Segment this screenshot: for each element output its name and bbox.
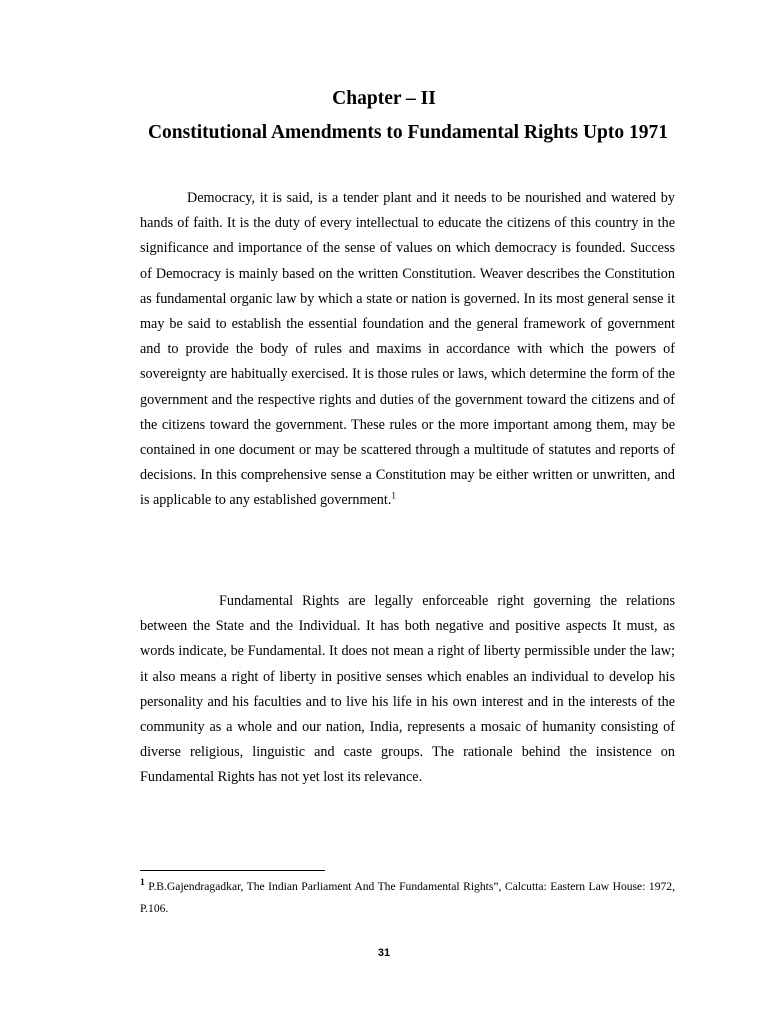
footnote-mark: 1 bbox=[140, 878, 145, 889]
footnote-text: P.B.Gajendragadkar, The Indian Parliament And The Fundamental Rights”, Calcutta: Eastern Law House: 1972, P.106. bbox=[140, 880, 675, 915]
footnote-separator bbox=[140, 870, 325, 871]
body-paragraph bbox=[140, 589, 675, 791]
paragraph-text: Democracy, it is said, is a tender plant and it needs to be nourished and watered by hands of faith. It is the duty of every intellectual to educate the citizens of this country in the significance and importance of the sense of values on which democracy is founded. Success of Democracy is mainly based on the written Constitution. Weaver describes the Constitution as fundamental organic law by which a state or nation is governed. In its most general sense it may be said to establish the essential foundation and the general framework of government and to provide the body of rules and maxims in accordance with which the powers of sovereignty are habitually exercised. It is those rules or laws, which determine the form of the government and the respective rights and duties of the government toward the citizens and of the citizens toward the government. These rules or the more important among them, may be contained in one document or may be scattered through a multitude of statutes and reports of decisions. In this comprehensive sense a Constitution may be either written or unwritten, and is applicable to any established government. bbox=[140, 190, 675, 509]
chapter-title: Constitutional Amendments to Fundamental Rights Upto 1971 bbox=[147, 122, 669, 143]
footnote-reference[interactable]: 1 bbox=[391, 490, 396, 501]
body-paragraph bbox=[140, 186, 675, 514]
footnote bbox=[140, 876, 675, 920]
paragraph-text: Fundamental Rights are legally enforceable right governing the relations between the State and the Individual. It has both negative and positive aspects It must, as words indicate, be Fundamental. It does not mean a right of liberty permissible under the law; it also means a right of liberty in positive senses which enables an individual to develop his personality and his faculties and to live his life in his own interest and in the interests of the community as a whole and our nation, India, represents a mosaic of humanity consisting of diverse religious, linguistic and caste groups. The rationale behind the insistence on Fundamental Rights has not yet lost its relevance. bbox=[140, 593, 675, 786]
chapter-heading: Chapter – II bbox=[332, 88, 436, 109]
page-number: 31 bbox=[377, 947, 391, 959]
